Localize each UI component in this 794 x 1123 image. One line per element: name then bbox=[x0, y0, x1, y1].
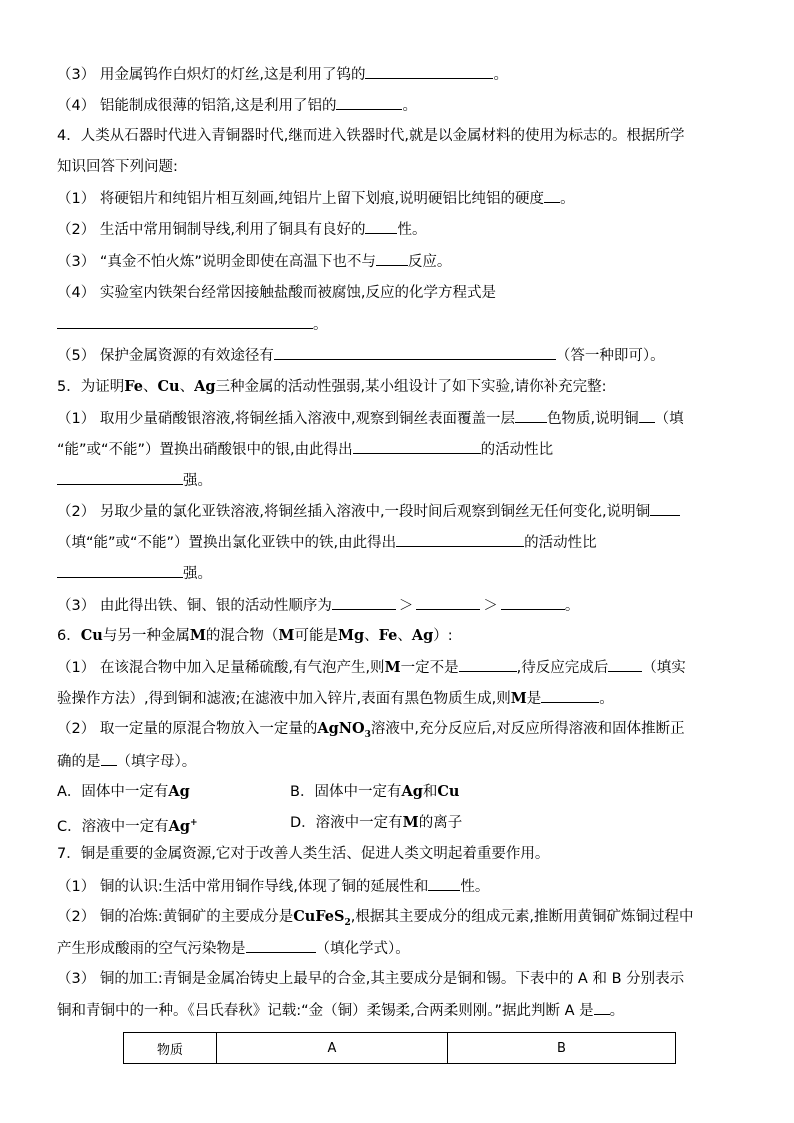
answer-blank[interactable] bbox=[459, 657, 517, 672]
q6-part1-line2: 验操作方法）,得到铜和滤液;在滤液中加入锌片,表面有黑色物质生成,则M是 。 bbox=[57, 690, 614, 707]
answer-blank[interactable] bbox=[396, 532, 524, 547]
q6-option-d[interactable]: D．溶液中一定有M的离子 bbox=[290, 814, 463, 831]
metal-property-table bbox=[123, 1032, 676, 1064]
q5-part3: （3） 由此得出铁、铜、银的活动性顺序为 ＞ ＞ 。 bbox=[57, 595, 579, 616]
answer-blank[interactable] bbox=[544, 188, 560, 203]
q4-part2: （2） 生活中常用铜制导线,利用了铜具有良好的 性。 bbox=[57, 219, 426, 240]
q7-part3-line2: 铜和青铜中的一种。《吕氏春秋》记载:“金（铜）柔锡柔,合两柔则刚。”据此判断 A 是 。 bbox=[57, 1000, 624, 1021]
q6-option-c[interactable]: C．溶液中一定有Ag+ bbox=[57, 817, 198, 835]
q5-stem: 5．为证明Fe、Cu、Ag三种金属的活动性强弱,某小组设计了如下实验,请你补充完整: bbox=[57, 378, 607, 395]
answer-blank[interactable] bbox=[608, 657, 642, 672]
answer-blank[interactable] bbox=[376, 251, 408, 266]
q4-stem-line1: 4．人类从石器时代进入青铜器时代,继而进入铁器时代,就是以金属材料的使用为标志的。根据所学 bbox=[57, 128, 685, 144]
answer-blank[interactable] bbox=[57, 314, 313, 329]
answer-blank[interactable] bbox=[57, 470, 183, 485]
table-header-cell: B bbox=[448, 1033, 676, 1064]
q4-part5: （5） 保护金属资源的有效途径有 （答一种即可）。 bbox=[57, 345, 665, 366]
answer-blank[interactable] bbox=[416, 595, 480, 610]
q6-option-a[interactable]: A．固体中一定有Ag bbox=[57, 783, 190, 800]
answer-blank[interactable] bbox=[428, 876, 460, 891]
q6-part2-line2: 确的是 （填字母）。 bbox=[57, 751, 196, 772]
q4-part4: （4） 实验室内铁架台经常因接触盐酸而被腐蚀,反应的化学方程式是 bbox=[57, 285, 496, 301]
q4-part1: （1） 将硬铝片和纯铝片相互刻画,纯铝片上留下划痕,说明硬铝比纯铝的硬度 。 bbox=[57, 188, 575, 209]
q3-part4: （4） 铝能制成很薄的铝箔,这是利用了铝的 。 bbox=[57, 95, 417, 116]
q4-part3: （3） “真金不怕火炼”说明金即使在高温下也不与 反应。 bbox=[57, 251, 451, 272]
q7-part3-line1: （3） 铜的加工:青铜是金属冶铸史上最早的合金,其主要成分是铜和锡。下表中的 A 和 B 分别表示 bbox=[57, 971, 685, 987]
answer-blank[interactable] bbox=[501, 595, 565, 610]
q4-stem-line2: 知识回答下列问题: bbox=[57, 159, 178, 175]
answer-blank[interactable] bbox=[515, 408, 547, 423]
q5-part2-line2: （填“能”或“不能”）置换出氯化亚铁中的铁,由此得出 的活动性比 bbox=[57, 532, 597, 553]
answer-blank[interactable] bbox=[365, 64, 493, 79]
q7-part2-line2: 产生形成酸雨的空气污染物是 （填化学式）。 bbox=[57, 938, 410, 959]
q5-part1-line3: 强。 bbox=[57, 470, 212, 491]
q6-part2-line1: （2） 取一定量的原混合物放入一定量的AgNO$_3$溶液中,充分反应后,对反应所得溶液和固体推断正 bbox=[57, 720, 685, 740]
answer-blank[interactable] bbox=[650, 501, 680, 516]
answer-blank[interactable] bbox=[365, 219, 397, 234]
q4-part4-answer: 。 bbox=[57, 314, 328, 335]
q5-part2-line1: （2） 另取少量的氯化亚铁溶液,将铜丝插入溶液中,一段时间后观察到铜丝无任何变化,说明铜 bbox=[57, 501, 680, 522]
answer-blank[interactable] bbox=[353, 439, 481, 454]
q7-part1: （1） 铜的认识:生活中常用铜作导线,体现了铜的延展性和 性。 bbox=[57, 876, 489, 897]
answer-blank[interactable] bbox=[274, 345, 556, 360]
q3-part3: （3） 用金属钨作白炽灯的灯丝,这是利用了钨的 。 bbox=[57, 64, 508, 85]
answer-blank[interactable] bbox=[57, 563, 183, 578]
answer-blank[interactable] bbox=[101, 751, 117, 766]
answer-blank[interactable] bbox=[639, 408, 655, 423]
answer-blank[interactable] bbox=[541, 688, 599, 703]
table-row bbox=[124, 1033, 676, 1064]
q5-part2-line3: 强。 bbox=[57, 563, 212, 584]
table-header-cell: 物质 bbox=[124, 1033, 217, 1064]
answer-blank[interactable] bbox=[336, 95, 402, 110]
q6-part1-line1: （1） 在该混合物中加入足量稀硫酸,有气泡产生,则M一定不是 ,待反应完成后 （填实 bbox=[57, 659, 686, 676]
q5-part1-line2: “能”或“不能”）置换出硝酸银中的银,由此得出 的活动性比 bbox=[57, 439, 553, 460]
q6-option-b[interactable]: B．固体中一定有Ag和Cu bbox=[290, 783, 460, 800]
q5-part1-line1: （1） 取用少量硝酸银溶液,将铜丝插入溶液中,观察到铜丝表面覆盖一层 色物质,说明铜 （填 bbox=[57, 408, 684, 429]
answer-blank[interactable] bbox=[332, 595, 396, 610]
q6-stem: 6．Cu与另一种金属M的混合物（M可能是Mg、Fe、Ag）: bbox=[57, 627, 453, 644]
answer-blank[interactable] bbox=[594, 1000, 610, 1015]
q7-part2-line1: （2） 铜的冶炼:黄铜矿的主要成分是CuFeS$_2$,根据其主要成分的组成元素,推断用黄铜矿炼铜过程中 bbox=[57, 908, 694, 928]
q7-stem: 7．铜是重要的金属资源,它对于改善人类生活、促进人类文明起着重要作用。 bbox=[57, 846, 550, 862]
table-header-cell: A bbox=[217, 1033, 448, 1064]
answer-blank[interactable] bbox=[246, 938, 316, 953]
